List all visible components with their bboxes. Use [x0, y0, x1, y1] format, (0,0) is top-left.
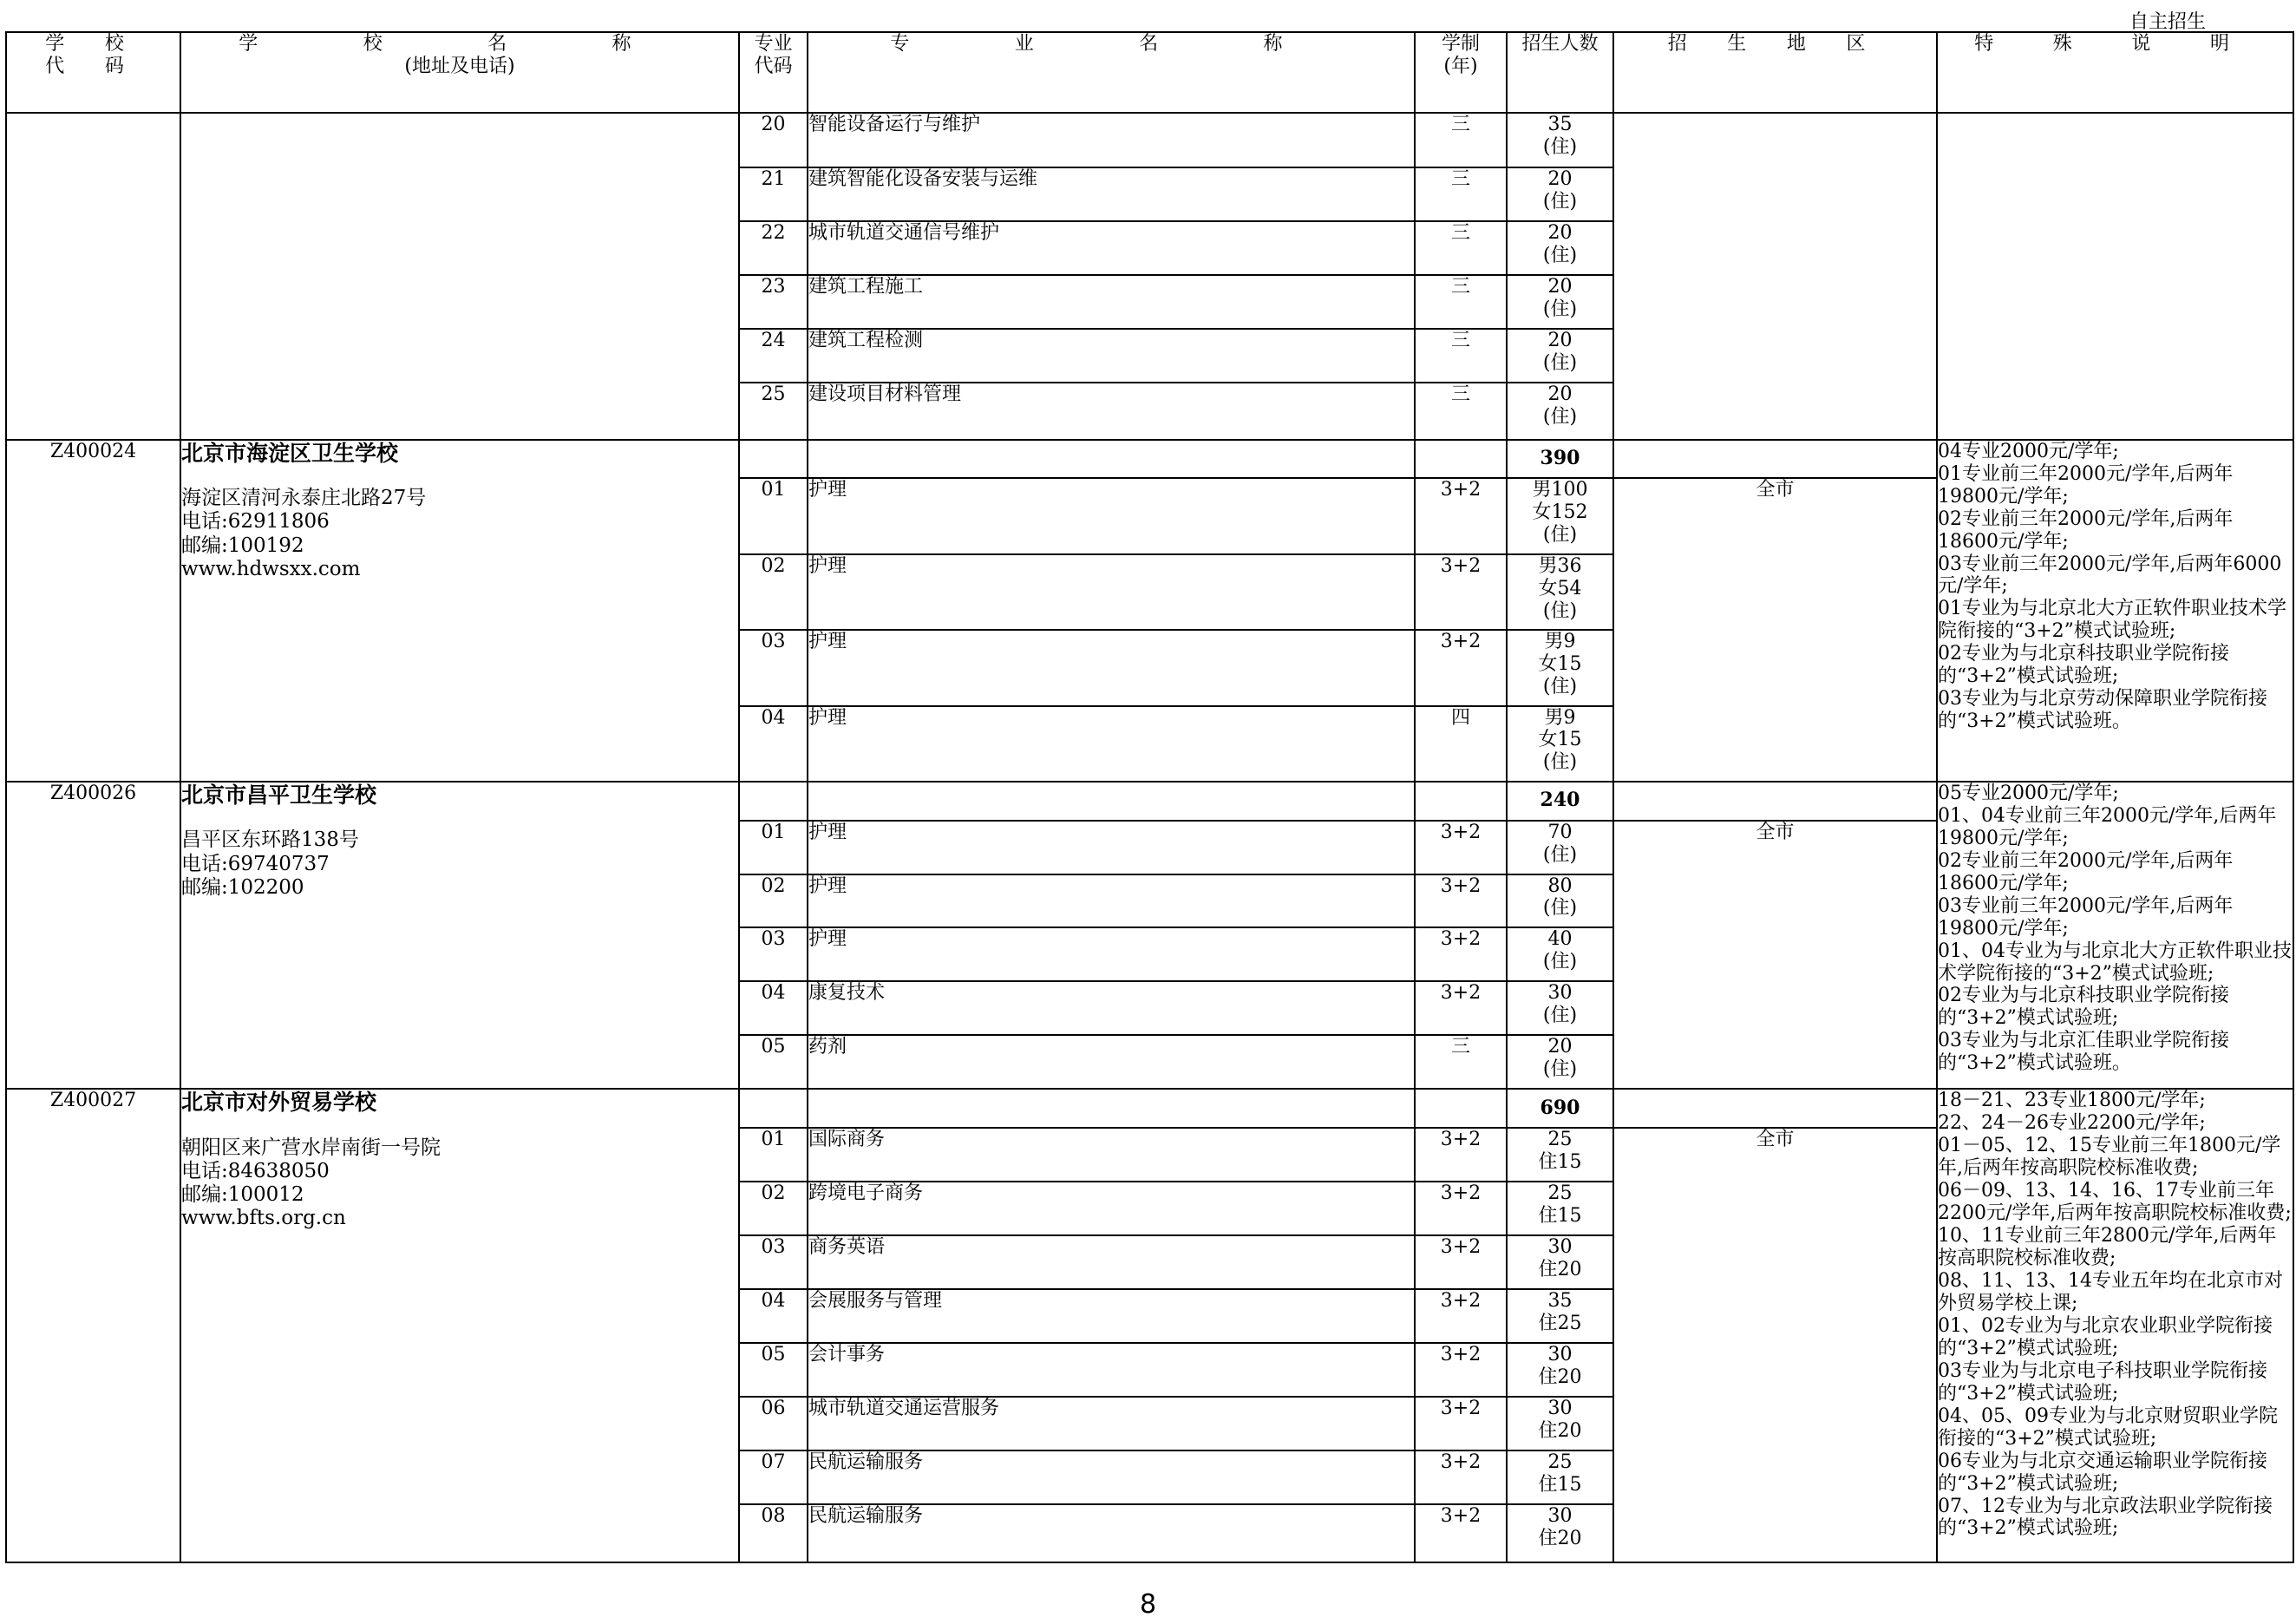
region-cell: 全市	[1613, 821, 1937, 1090]
years-cell: 三	[1415, 1035, 1507, 1089]
school-code-cell: Z400026	[6, 782, 180, 1089]
major-name-cell: 康复技术	[808, 981, 1415, 1035]
major-name-cell: 护理	[808, 874, 1415, 928]
major-code-cell: 23	[739, 275, 808, 329]
years-cell: 3+2	[1415, 821, 1507, 874]
school-name-cell	[180, 113, 739, 439]
admissions-table	[5, 31, 2294, 1563]
major-name-cell: 建筑工程施工	[808, 275, 1415, 329]
major-name-cell	[808, 782, 1415, 821]
years-cell: 3+2	[1415, 1128, 1507, 1182]
table-row	[6, 113, 2293, 167]
school-name-cell	[180, 440, 739, 782]
enroll-count-cell: 35 (住)	[1507, 113, 1613, 167]
school-code-cell: Z400024	[6, 440, 180, 782]
region-cell	[1613, 113, 1937, 439]
major-code-cell: 02	[739, 1182, 808, 1235]
enroll-count-cell: 30 住20	[1507, 1235, 1613, 1289]
header-enroll-count: 招生人数	[1507, 32, 1613, 113]
enroll-count-cell: 男9 女15 (住)	[1507, 630, 1613, 705]
header-region: 招 生 地 区	[1613, 32, 1937, 113]
enroll-count-cell: 男9 女15 (住)	[1507, 706, 1613, 782]
school-code-cell	[6, 113, 180, 439]
region-cell	[1613, 1089, 1937, 1128]
header-school-name: 学 校 名 称 (地址及电话)	[180, 32, 739, 113]
major-name-cell: 建设项目材料管理	[808, 383, 1415, 440]
school-name: 北京市海淀区卫生学校	[181, 440, 399, 466]
enroll-count-cell: 20 (住)	[1507, 167, 1613, 221]
years-cell: 四	[1415, 706, 1507, 782]
school-total-row	[6, 782, 2293, 821]
school-name-cell	[180, 1089, 739, 1562]
years-cell: 三	[1415, 167, 1507, 221]
major-name-cell: 护理	[808, 554, 1415, 630]
school-total-row	[6, 440, 2293, 479]
major-name-cell: 建筑智能化设备安装与运维	[808, 167, 1415, 221]
major-code-cell	[739, 440, 808, 479]
major-name-cell: 会计事务	[808, 1343, 1415, 1397]
major-name-cell	[808, 440, 1415, 479]
years-cell: 3+2	[1415, 1504, 1507, 1562]
enroll-count-cell: 20 (住)	[1507, 1035, 1613, 1089]
major-code-cell: 03	[739, 927, 808, 981]
years-cell: 三	[1415, 113, 1507, 167]
enroll-count-cell: 30 住20	[1507, 1504, 1613, 1562]
major-name-cell: 建筑工程检测	[808, 329, 1415, 383]
remarks-cell	[1937, 113, 2293, 439]
major-code-cell: 07	[739, 1450, 808, 1504]
major-name-cell: 药剂	[808, 1035, 1415, 1089]
enroll-count-cell: 30 住20	[1507, 1397, 1613, 1450]
years-cell: 三	[1415, 383, 1507, 440]
school-code-cell: Z400027	[6, 1089, 180, 1562]
region-cell: 全市	[1613, 478, 1937, 781]
major-code-cell	[739, 782, 808, 821]
years-cell: 3+2	[1415, 1235, 1507, 1289]
major-code-cell: 22	[739, 221, 808, 275]
header-major-name: 专 业 名 称	[808, 32, 1415, 113]
years-cell: 3+2	[1415, 1397, 1507, 1450]
page-top-note: 自主招生	[2129, 11, 2207, 33]
enroll-count-cell: 20 (住)	[1507, 275, 1613, 329]
school-address: 昌平区东环路138号 电话:69740737 邮编:102200	[181, 828, 359, 899]
enroll-count-cell: 30 住20	[1507, 1343, 1613, 1397]
years-cell: 3+2	[1415, 981, 1507, 1035]
region-cell: 全市	[1613, 1128, 1937, 1562]
years-cell: 三	[1415, 329, 1507, 383]
major-name-cell: 护理	[808, 821, 1415, 874]
school-name-cell	[180, 782, 739, 1089]
total-count-cell: 390	[1507, 440, 1613, 479]
school-name: 北京市对外贸易学校	[181, 1090, 377, 1116]
major-code-cell: 04	[739, 1289, 808, 1343]
total-count-cell: 690	[1507, 1089, 1613, 1128]
years-cell: 3+2	[1415, 1182, 1507, 1235]
total-count-cell: 240	[1507, 782, 1613, 821]
page-number: 8	[1139, 1589, 1157, 1620]
major-code-cell: 02	[739, 554, 808, 630]
major-name-cell: 护理	[808, 478, 1415, 553]
major-name-cell: 民航运输服务	[808, 1450, 1415, 1504]
enroll-count-cell: 25 住15	[1507, 1450, 1613, 1504]
remarks-cell: 18－21、23专业1800元/学年; 22、24－26专业2200元/学年; 01－05、12、15专业前三年1800元/学年,后两年按高职院校标准收费; 06－09、13、14、16、17专业前三年2200元/学年,后两年按高职院校标准收费; 10、11专业前三年2800元/学年,后两年按高职院校标准收费; 08、11、13、14专业五年均在北京市对外贸易学校上课; 01、02专业为与北京农业职业学院衔接的“3+2”模式试验班; 03专业为与北京电子科技职业学院衔接的“3+2”模式试验班; 04、05、09专业为与北京财贸职业学院衔接的“3+2”模式试验班; 06专业为与北京交通运输职业学院衔接的“3+2”模式试验班; 07、12专业为与北京政法职业学院衔接的“3+2”模式试验班;	[1937, 1089, 2293, 1562]
major-code-cell: 24	[739, 329, 808, 383]
major-code-cell: 08	[739, 1504, 808, 1562]
major-name-cell: 城市轨道交通运营服务	[808, 1397, 1415, 1450]
major-name-cell: 国际商务	[808, 1128, 1415, 1182]
years-cell	[1415, 782, 1507, 821]
enroll-count-cell: 35 住25	[1507, 1289, 1613, 1343]
major-code-cell: 06	[739, 1397, 808, 1450]
major-name-cell: 护理	[808, 706, 1415, 782]
header-school-code: 学 校 代 码	[6, 32, 180, 113]
school-name: 北京市昌平卫生学校	[181, 782, 377, 808]
enroll-count-cell: 20 (住)	[1507, 329, 1613, 383]
major-code-cell: 05	[739, 1343, 808, 1397]
years-cell: 3+2	[1415, 874, 1507, 928]
years-cell	[1415, 1089, 1507, 1128]
school-address: 海淀区清河永泰庄北路27号 电话:62911806 邮编:100192 www.hdwsxx.com	[181, 487, 427, 580]
major-code-cell: 03	[739, 1235, 808, 1289]
years-cell: 三	[1415, 221, 1507, 275]
enroll-count-cell: 80 (住)	[1507, 874, 1613, 928]
major-code-cell: 25	[739, 383, 808, 440]
enroll-count-cell: 20 (住)	[1507, 383, 1613, 440]
major-name-cell: 商务英语	[808, 1235, 1415, 1289]
major-code-cell: 02	[739, 874, 808, 928]
enroll-count-cell: 男36 女54 (住)	[1507, 554, 1613, 630]
enroll-count-cell: 30 (住)	[1507, 981, 1613, 1035]
major-code-cell	[739, 1089, 808, 1128]
major-code-cell: 01	[739, 821, 808, 874]
enroll-count-cell: 25 住15	[1507, 1128, 1613, 1182]
major-name-cell: 跨境电子商务	[808, 1182, 1415, 1235]
years-cell: 3+2	[1415, 1289, 1507, 1343]
years-cell: 三	[1415, 275, 1507, 329]
major-code-cell: 04	[739, 981, 808, 1035]
major-name-cell: 会展服务与管理	[808, 1289, 1415, 1343]
years-cell: 3+2	[1415, 1450, 1507, 1504]
years-cell: 3+2	[1415, 478, 1507, 553]
header-remarks: 特 殊 说 明	[1937, 32, 2293, 113]
major-code-cell: 03	[739, 630, 808, 705]
region-cell	[1613, 782, 1937, 821]
remarks-cell: 05专业2000元/学年; 01、04专业前三年2000元/学年,后两年19800元/学年; 02专业前三年2000元/学年,后两年18600元/学年; 03专业前三年2000元/学年,后两年19800元/学年; 01、04专业为与北京北大方正软件职业技术学院衔接的“3+2”模式试验班; 02专业为与北京科技职业学院衔接的“3+2”模式试验班; 03专业为与北京汇佳职业学院衔接的“3+2”模式试验班。	[1937, 782, 2293, 1089]
major-name-cell: 护理	[808, 927, 1415, 981]
years-cell: 3+2	[1415, 1343, 1507, 1397]
years-cell: 3+2	[1415, 630, 1507, 705]
major-name-cell: 智能设备运行与维护	[808, 113, 1415, 167]
major-code-cell: 04	[739, 706, 808, 782]
major-name-cell: 民航运输服务	[808, 1504, 1415, 1562]
major-name-cell: 城市轨道交通信号维护	[808, 221, 1415, 275]
major-code-cell: 21	[739, 167, 808, 221]
enroll-count-cell: 20 (住)	[1507, 221, 1613, 275]
major-code-cell: 01	[739, 1128, 808, 1182]
years-cell	[1415, 440, 1507, 479]
enroll-count-cell: 70 (住)	[1507, 821, 1613, 874]
major-code-cell: 01	[739, 478, 808, 553]
header-row	[6, 32, 2293, 113]
school-total-row	[6, 1089, 2293, 1128]
years-cell: 3+2	[1415, 554, 1507, 630]
region-cell	[1613, 440, 1937, 479]
enroll-count-cell: 25 住15	[1507, 1182, 1613, 1235]
enroll-count-cell: 40 (住)	[1507, 927, 1613, 981]
enroll-count-cell: 男100 女152 (住)	[1507, 478, 1613, 553]
major-name-cell	[808, 1089, 1415, 1128]
header-major-code: 专业 代码	[739, 32, 808, 113]
header-years: 学制 (年)	[1415, 32, 1507, 113]
remarks-cell: 04专业2000元/学年; 01专业前三年2000元/学年,后两年19800元/学年; 02专业前三年2000元/学年,后两年18600元/学年; 03专业前三年2000元/学年,后两年6000元/学年; 01专业为与北京北大方正软件职业技术学院衔接的“3+2”模式试验班; 02专业为与北京科技职业学院衔接的“3+2”模式试验班; 03专业为与北京劳动保障职业学院衔接的“3+2”模式试验班。	[1937, 440, 2293, 782]
years-cell: 3+2	[1415, 927, 1507, 981]
major-code-cell: 05	[739, 1035, 808, 1089]
major-code-cell: 20	[739, 113, 808, 167]
major-name-cell: 护理	[808, 630, 1415, 705]
school-address: 朝阳区来广营水岸南街一号院 电话:84638050 邮编:100012 www.bfts.org.cn	[181, 1136, 441, 1230]
